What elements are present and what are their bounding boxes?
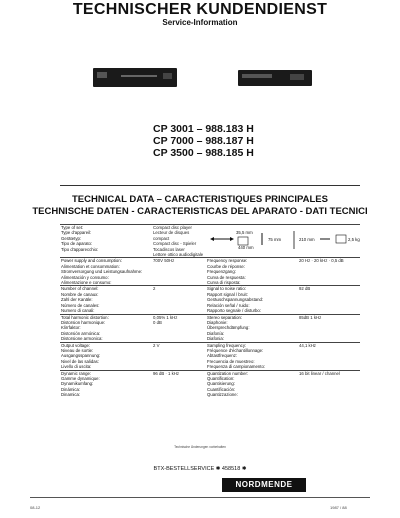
spec-value: [152, 370, 206, 398]
spec-labels: [206, 258, 298, 286]
spec-labels: [206, 286, 298, 314]
page-subtitle: Service-Information: [162, 18, 238, 27]
spec-row: [60, 258, 360, 286]
spec-line: Alimentazione e consumo:: [61, 280, 112, 286]
spec-value: [152, 342, 206, 370]
spec-line: 85dB 1 kHz: [299, 314, 322, 320]
spec-line: 0 dB: [153, 319, 162, 325]
spec-line: 2: [153, 286, 156, 292]
spec-line: Geräuschspannungsabstand:: [207, 297, 264, 303]
spec-line: Livello di uscita:: [61, 364, 92, 370]
spec-labels: [206, 342, 298, 370]
spec-line: Dinamica:: [61, 392, 81, 398]
spec-line: 16 bit linear / channel: [299, 370, 340, 376]
spec-line: Tipo d'apparecchio:: [61, 246, 99, 252]
spec-line: Relación señal / ruido:: [207, 302, 250, 308]
spec-labels: [60, 225, 152, 258]
spec-line: Gerätetyp:: [61, 235, 82, 241]
spec-line: Total harmonic distortion:: [61, 314, 109, 320]
spec-line: 0,05% 1 kHz: [153, 314, 178, 320]
spec-row: [60, 370, 360, 398]
spec-line: Frequency response:: [207, 258, 248, 264]
spec-line: Curva di risposta:: [207, 280, 241, 286]
spec-line: Nombre de canaux:: [61, 291, 99, 297]
model-line: CP 3001 – 988.183 H: [153, 123, 254, 135]
spec-line: Rapport signal / bruit:: [207, 291, 248, 297]
spec-line: Numero di canali:: [61, 308, 95, 314]
spec-line: Type d'appareil:: [61, 230, 92, 236]
spec-line: Dynamic range:: [61, 370, 92, 376]
spec-line: Diafonía:: [207, 330, 225, 336]
footnote: Technische Änderungen vorbehalten: [174, 445, 226, 449]
spec-line: Distorsión armónica:: [61, 330, 101, 336]
spec-line: Número de canales:: [61, 302, 100, 308]
spec-labels: [60, 258, 152, 286]
page-title: TECHNISCHER KUNDENDIENST: [72, 1, 328, 18]
spec-value: [152, 258, 206, 286]
spec-labels: [60, 370, 152, 398]
player-photo-right: [238, 70, 312, 86]
section-title-2: TECHNISCHE DATEN - CARACTERISTICAS DEL APARATO - DATI TECNICI: [32, 206, 368, 217]
spec-line: Compact disc player: [153, 225, 192, 230]
spec-line: Type of set:: [61, 225, 84, 230]
spec-line: Power supply and consumption:: [61, 258, 122, 264]
spec-line: Cuantificación:: [207, 386, 236, 392]
spec-line: Distorsion harmonique:: [61, 319, 106, 325]
spec-row: [60, 314, 360, 342]
spec-line: 44,1 kHz: [299, 342, 316, 348]
dim-height: 210 mm: [299, 237, 315, 242]
spec-line: 96 dB · 1 kHz: [153, 370, 180, 376]
spec-line: Diafonia:: [207, 336, 224, 342]
spec-row: [60, 342, 360, 370]
dimension-diagram: [208, 227, 360, 253]
spec-line: Tipo de aparato:: [61, 241, 93, 247]
spec-line: Frecuencia de muestreo:: [207, 358, 255, 364]
btx-order-service: BTX-BESTELLSERVICE ✱ 458518 ✱: [153, 466, 247, 472]
spec-line: Output voltage:: [61, 342, 91, 348]
spec-line: Courbe de réponse:: [207, 263, 245, 269]
spec-value: [298, 342, 360, 370]
spec-line: Dinámica:: [61, 386, 81, 392]
spec-line: 2 V: [153, 342, 160, 348]
footer-rule: [30, 497, 370, 498]
dimension-arrows-icon: [208, 227, 360, 253]
spec-line: Distorsione armonica:: [61, 336, 103, 342]
spec-line: Ausgangsspannung:: [61, 353, 101, 359]
spec-value: [298, 370, 360, 398]
spec-line: Stereo separation:: [207, 314, 243, 320]
spec-line: Quantisierung:: [207, 381, 235, 387]
section-title-1: TECHNICAL DATA – CARACTERISTIQUES PRINCIPALES: [72, 194, 328, 205]
spec-line: Frequenzgang:: [207, 269, 236, 275]
spec-labels: [206, 314, 298, 342]
spec-labels: [206, 370, 298, 398]
spec-line: Rapporto segnale / disturbo:: [207, 308, 261, 314]
spec-line: Compact disc - Spieler: [153, 241, 197, 247]
model-list: [153, 123, 254, 159]
spec-line: Zahl der Kanäle:: [61, 297, 93, 303]
spec-line: 700V 50Hz: [153, 258, 175, 264]
spec-line: Dynamikumfang:: [61, 381, 94, 387]
spec-line: Übersprechdämpfung:: [207, 325, 250, 331]
spec-line: Quantification:: [207, 375, 235, 381]
spec-line: Frequenza di campionamento:: [207, 364, 266, 370]
spec-line: Quantization number:: [207, 370, 249, 376]
brand-logo: NORDMENDE: [222, 478, 306, 492]
player-photo-left: [93, 68, 177, 87]
spec-line: Fréquence d'échantillonnage:: [207, 347, 264, 353]
spec-line: Alimentation et consommation:: [61, 263, 120, 269]
spec-line: Number of channel:: [61, 286, 99, 292]
spec-line: Alimentación y consumo:: [61, 274, 109, 280]
dim-weight: 2,5 kg: [348, 237, 360, 242]
spec-labels: [60, 314, 152, 342]
spec-value: [152, 314, 206, 342]
spec-labels: [60, 286, 152, 314]
model-line: CP 7000 – 988.187 H: [153, 135, 254, 147]
dim-width: 35,5 mm: [236, 230, 253, 235]
spec-line: Nivel de las salidas:: [61, 358, 99, 364]
footer-left: 08-12: [30, 505, 41, 510]
spec-line: Curva de respuesta:: [207, 274, 246, 280]
spec-value: [152, 286, 206, 314]
spec-line: Signal to noise ratio:: [207, 286, 246, 292]
spec-value: [152, 225, 206, 258]
spec-line: Lecteur de disques compact: [153, 230, 190, 241]
dim-depth: 75 mm: [268, 237, 282, 242]
spec-value: [298, 286, 360, 314]
spec-line: 20 Hz · 20 kHz · 0,5 dB: [299, 258, 344, 264]
spec-row: [60, 286, 360, 314]
spec-line: Niveau de sortie:: [61, 347, 94, 353]
spec-labels: [60, 342, 152, 370]
spec-line: Stromversorgung und Leistungsaufnahme:: [61, 269, 143, 275]
spec-value: [298, 314, 360, 342]
dim-bottom: 440 mm: [238, 245, 254, 250]
spec-value: [298, 258, 360, 286]
spec-line: Tocadiscos laser: [153, 246, 185, 252]
spec-line: Abtastfrequenz:: [207, 353, 238, 359]
spec-line: Lettore ottico audiodigitale: [153, 252, 204, 258]
spec-line: Sampling frequency:: [207, 342, 247, 348]
spec-line: Gamme dynamique:: [61, 375, 100, 381]
footer-right: 1987 / 88: [330, 505, 347, 510]
divider: [60, 185, 360, 186]
model-line: CP 3500 – 988.185 H: [153, 147, 254, 159]
spec-line: Diaphonie:: [207, 319, 228, 325]
spec-line: 92 dB: [299, 286, 311, 292]
spec-line: Klirrfaktor:: [61, 325, 81, 331]
spec-line: Quantizzazione:: [207, 392, 238, 398]
